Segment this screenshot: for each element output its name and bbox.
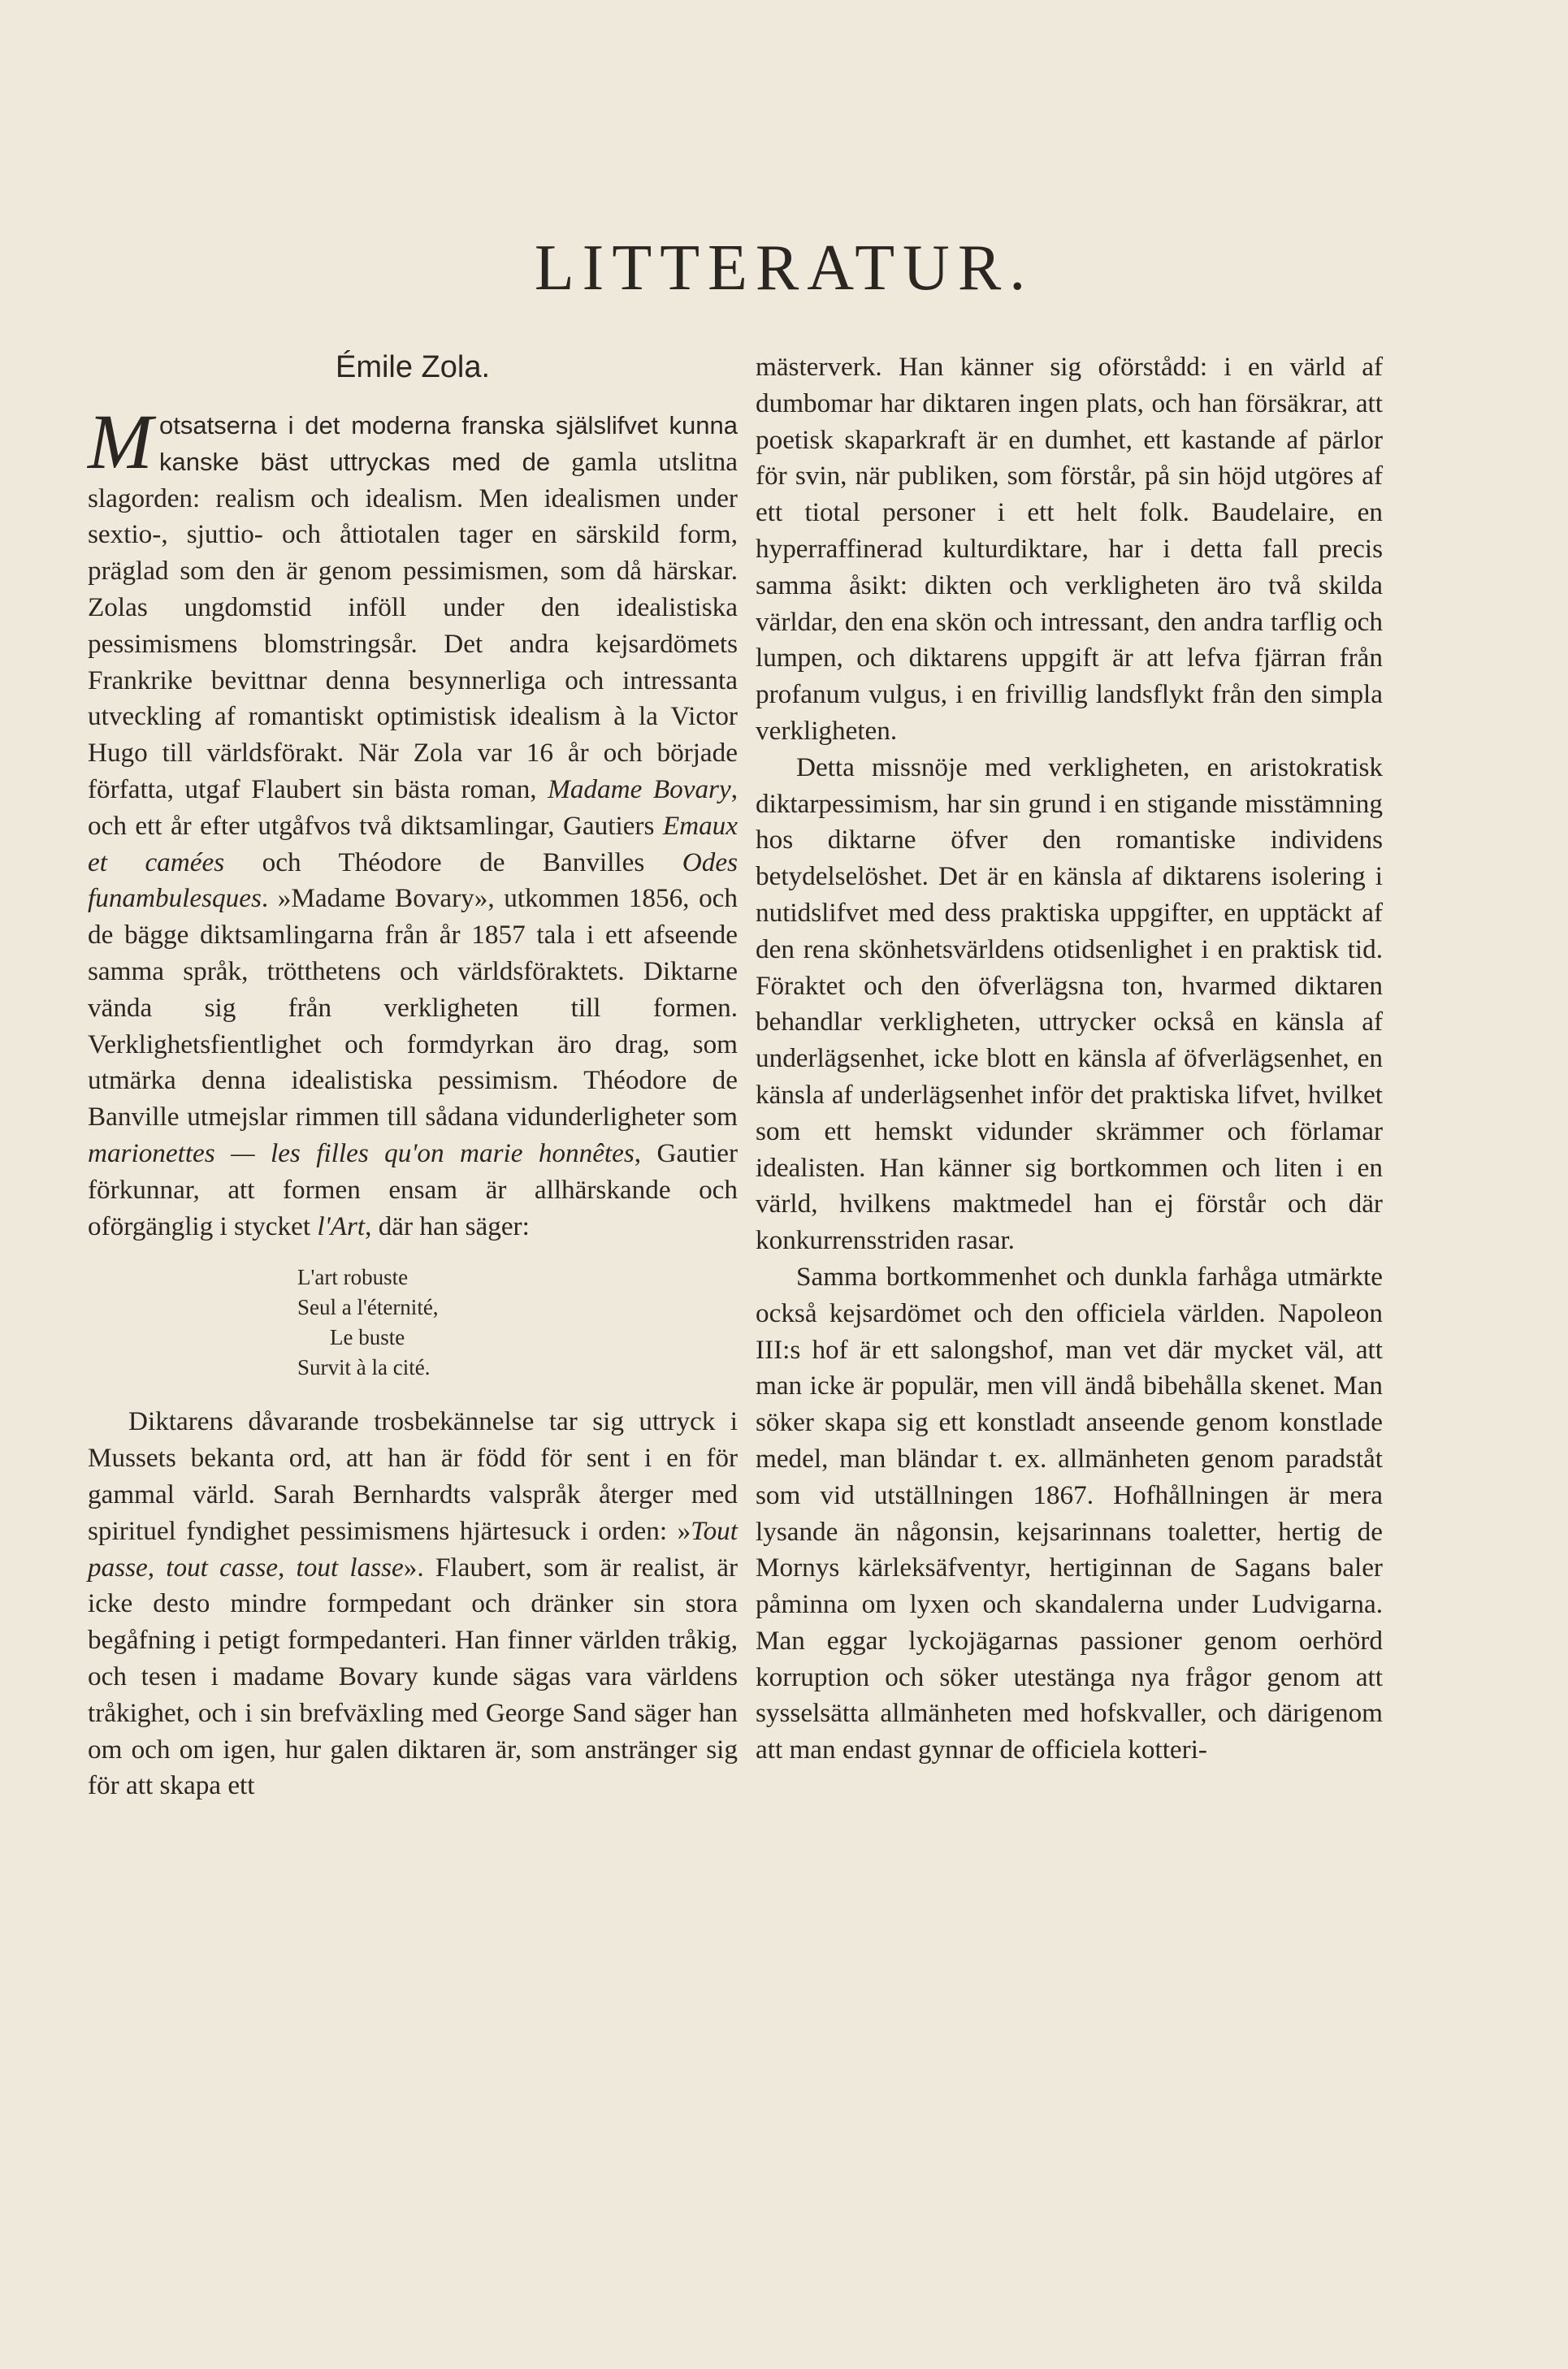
p1-text-4: . »Madame Bovary», utkommen 1856, och de bägge diktsamlingarna från år 1857 tala i ett afseende samma språk, trötthetens och världsföraktets. Diktarne vända sig från verkligheten till formen. Verklighetsfientlighet och formdyrkan äro drag, som utmärka denna idealistiska pessimism. Théodore de Banville utmejslar rimmen till sådana vidunderligheter som xyxy=(88,883,738,1133)
title-emaux-et-camees: Emaux et camées xyxy=(88,810,739,877)
poem-line: Le buste xyxy=(330,1325,405,1350)
quote-tout-passe: Tout passe, tout casse, tout lasse xyxy=(88,1515,738,1583)
p2-text-2: ». Flaubert, som är realist, är icke desto mindre formpedant och dränker sin stora begåfning i petigt formpedanteri. Han finner världen tråkig, och tesen i madame Bovary kunde sägas vara världens tråkighet, och i sin brefväxling med George Sand säger han om och om igen, hur galen diktaren är, som anstränger sig för att skapa ett xyxy=(88,1552,739,1801)
quote-marionettes: marionettes — les filles qu'on marie honnêtes xyxy=(88,1137,635,1168)
paragraph-1 xyxy=(88,398,739,1245)
paragraph-3: mästerverk. Han känner sig oförstådd: i en värld af dumbomar har diktaren ingen plats, och han försäkrar, att poetisk skaparkraft är en dumhet, ett kastande af pärlor för svin, när publiken, som förstår, på sin höjd utgöres af ett tiotal personer i ett helt folk. Baudelaire, en hyperraffinerad kulturdiktare, har i detta fall precis samma åsikt: dikten och verkligheten äro två skilda världar, den ena skön och intressant, den andra tarflig och lumpen, och diktarens uppgift är att lefva fjärran från profanum vulgus, i en frivillig landsflykt från den simpla verkligheten. xyxy=(756,352,1383,746)
p1-text-6: , där han säger: xyxy=(365,1210,530,1241)
p1-text-5: , Gautier förkunnar, att formen ensam är allhärskande och oförgänglig i stycket xyxy=(88,1137,738,1241)
paragraph-2 xyxy=(88,1404,738,1804)
paragraph-4: Detta missnöje med verkligheten, en aristokratisk diktarpessimism, har sin grund i en stigande misstämning hos diktarne öfver den romantiske individens betydelselöshet. Det är en känsla af diktarens isolering i nutidslifvet med dess praktiska uppgifter, en upptäckt af den rena skönhetsvärldens otidsenlighet i en praktisk tid. Föraktet och den öfverlägsna ton, hvarmed diktaren behandlar verkligheten, uttrycker också en känsla af underlägsenhet, icke blott en känsla af öfverlägsenhet, en känsla af underlägsenhet inför det praktiska lifvet, hvilket som ett hemskt vidunder skrämmer och förlamar idealisten. Han känner sig bortkommen och liten i en värld, hvilkens maktmedel han ej förstår och där konkurrensstriden rasar. xyxy=(756,751,1383,1256)
poem-line: L'art robuste xyxy=(297,1265,409,1290)
page-title: LITTERATUR. xyxy=(534,232,1034,304)
poem-line: Survit à la cité. xyxy=(297,1355,431,1380)
paragraph-5: Samma bortkommenhet och dunkla farhåga utmärkte också kejsardömet och den officiela världen. Napoleon III:s hof är ett salongshof, man vet där mycket väl, att man icke är populär, men vill ändå bibehålla skenet. Man söker skapa sig ett konstladt anseende genom konstlade medel, man bländar t. ex. allmänheten genom paradståt som vid utställningen 1867. Hofhållningen är mera lysande än någonsin, kejsarinnans toaletter, hertig de Mornys kärleksäfventyr, hertiginnan de Sagans baler påminna om lyxen och skandalerna under Ludvigarna. Man eggar lyckojägarnas passioner genom oerhörd korruption och söker utestänga nya frågor genom att sysselsätta allmänheten med hofskvaller, och därigenom att man endast gynnar de officiela kotteri- xyxy=(756,1261,1383,1765)
lead-text: otsatserna i det moderna franska själslifvet kunna kanske bäst uttryckas med de xyxy=(158,411,738,476)
right-column xyxy=(756,349,1383,1769)
poem-quote xyxy=(297,1262,738,1383)
p1-text-2: , och ett år efter utgåfvos två diktsamlingar, Gautiers xyxy=(88,773,738,841)
poem-line: Seul a l'éternité, xyxy=(297,1295,439,1320)
title-madame-bovary: Madame Bovary xyxy=(548,773,731,804)
p2-text: Diktarens dåvarande trosbekännelse tar sig uttryck i Mussets bekanta ord, att han är född för sent i en för gammal värld. Sarah Bernhardts valspråk återger med spirituel fyndighet pessimismens hjärtesuck i orden: » xyxy=(88,1406,738,1546)
p1-text-3: och Théodore de Banvilles xyxy=(262,847,645,877)
article-heading: Émile Zola. xyxy=(335,350,491,384)
left-column xyxy=(88,349,738,1804)
title-l-art: l'Art xyxy=(317,1210,366,1241)
drop-cap: M xyxy=(88,398,153,485)
p1-text: gamla utslitna slagorden: realism och idealism. Men idealismen under sextio-, sjuttio- och åttiotalen tager en särskild form, präglad som den är genom pessimismen, som då härskar. Zolas ungdomstid inföll under den idealistiska pessimismens blomstringsår. Det andra kejsardömets Frankrike bevittnar denna besynnerliga och intressanta utveckling af romantiskt optimistisk idealism à la Victor Hugo till världsförakt. När Zola var 16 år och började författa, utgaf Flaubert sin bästa roman, xyxy=(88,446,738,804)
title-odes-funambulesques: Odes funambulesques xyxy=(88,847,738,914)
